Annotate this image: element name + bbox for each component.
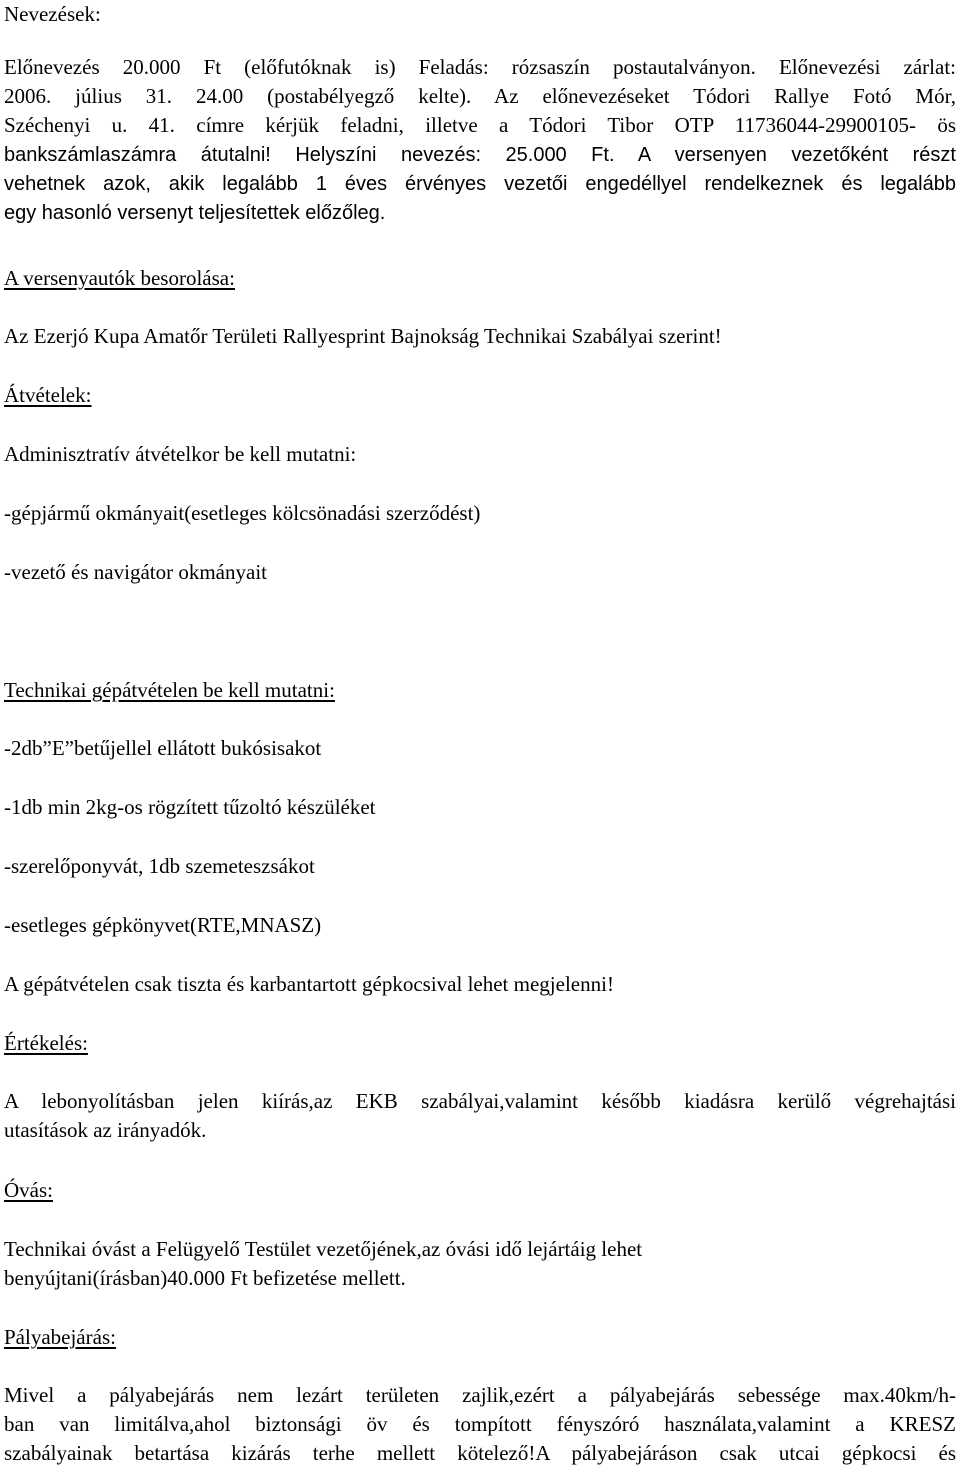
technikai-item-3-text: -szerelőponyvát, 1db szemeteszsákot — [4, 854, 315, 878]
nevezes-line-4 — [4, 140, 956, 170]
technikai-heading-text: Technikai gépátvételen be kell mutatni: — [4, 678, 335, 702]
atvetelek-item-1 — [4, 499, 956, 528]
besorolas-heading-text: A versenyautók besorolása: — [4, 266, 235, 290]
nevezes-line-2: 2006. július 31. 24.00 (postabélyegző kelte). Az előnevezéseket Tódori Rallye Fotó Mór, — [4, 84, 956, 108]
palyabejaras-line-3: szabályainak betartása kizárás terhe mellett kötelező!A pályabejáráson csak utcai gépkocsi és — [4, 1441, 956, 1465]
nevezes-line-3: Széchenyi u. 41. címre kérjük feladni, illetve a Tódori Tibor OTP 11736044-29900105- ös — [4, 113, 956, 137]
technikai-item-2 — [4, 793, 956, 822]
besorolas-heading — [4, 264, 956, 293]
besorolas-text — [4, 322, 956, 351]
palyabejaras-heading-text: Pályabejárás: — [4, 1325, 116, 1349]
technikai-item-4-text: -esetleges gépkönyvet(RTE,MNASZ) — [4, 913, 322, 937]
technikai-item-1-text: -2db”E”betűjellel ellátott bukósisakot — [4, 736, 322, 760]
atvetelek-intro — [4, 440, 956, 469]
atvetelek-heading-text: Átvételek: — [4, 383, 92, 407]
nevezes-line-4b: A versenyen vezetőként részt — [614, 144, 956, 166]
ovas-line-2: benyújtani(írásban)40.000 Ft befizetése mellett. — [4, 1266, 406, 1290]
palyabejaras-paragraph — [4, 1381, 956, 1468]
ertekeles-line-2: utasítások az irányadók. — [4, 1118, 207, 1142]
ertekeles-line-1: A lebonyolításban jelen kiírás,az EKB szabályai,valamint később kiadásra kerülő végrehajtási — [4, 1089, 956, 1113]
nevezesek-heading-text: Nevezések: — [4, 2, 101, 26]
palyabejaras-heading — [4, 1323, 956, 1352]
technikai-item-1 — [4, 734, 956, 763]
atvetelek-intro-text: Adminisztratív átvételkor be kell mutatni: — [4, 442, 357, 466]
nevezesek-heading — [4, 0, 956, 29]
technikai-heading — [4, 676, 956, 705]
ertekeles-paragraph — [4, 1087, 956, 1145]
nevezes-line-5: vehetnek azok, akik legalább 1 éves érvényes vezetői engedéllyel rendelkeznek és legalább — [4, 173, 956, 195]
palyabejaras-line-2: ban van limitálva,ahol biztonsági öv és tompított fényszóró használata,valamint a KRESZ — [4, 1412, 956, 1436]
technikai-item-3 — [4, 852, 956, 881]
atvetelek-item-2 — [4, 558, 956, 587]
nevezes-line-4a: bankszámlaszámra átutalni! Helyszíni nevezés: 25.000 Ft. — [4, 144, 615, 166]
atvetelek-item-2-text: -vezető és navigátor okmányait — [4, 560, 267, 584]
technikai-note-text: A gépátvételen csak tiszta és karbantartott gépkocsival lehet megjelenni! — [4, 972, 614, 996]
atvetelek-heading — [4, 381, 956, 410]
technikai-item-4 — [4, 911, 956, 940]
palyabejaras-line-1: Mivel a pályabejárás nem lezárt területen zajlik,ezért a pályabejárás sebessége max.40km/h- — [4, 1383, 956, 1407]
ovas-paragraph — [4, 1235, 956, 1293]
ovas-line-1: Technikai óvást a Felügyelő Testület vezetőjének,az óvási idő lejártáig lehet — [4, 1237, 643, 1261]
technikai-note — [4, 970, 956, 999]
besorolas-text-line: Az Ezerjó Kupa Amatőr Területi Rallyesprint Bajnokság Technikai Szabályai szerint! — [4, 324, 722, 348]
technikai-item-2-text: -1db min 2kg-os rögzített tűzoltó készüléket — [4, 795, 376, 819]
ertekeles-heading — [4, 1029, 956, 1058]
ertekeles-heading-text: Értékelés: — [4, 1031, 88, 1055]
ovas-heading — [4, 1176, 956, 1205]
nevezes-paragraph — [4, 53, 956, 228]
nevezes-line-6: egy hasonló versenyt teljesítettek előzőleg. — [4, 202, 386, 224]
nevezes-line-1: Előnevezés 20.000 Ft (előfutóknak is) Feladás: rózsaszín postautalványon. Előnevezési zárlat: — [4, 55, 956, 79]
atvetelek-item-1-text: -gépjármű okmányait(esetleges kölcsönadási szerződést) — [4, 501, 481, 525]
ovas-heading-text: Óvás: — [4, 1178, 53, 1202]
